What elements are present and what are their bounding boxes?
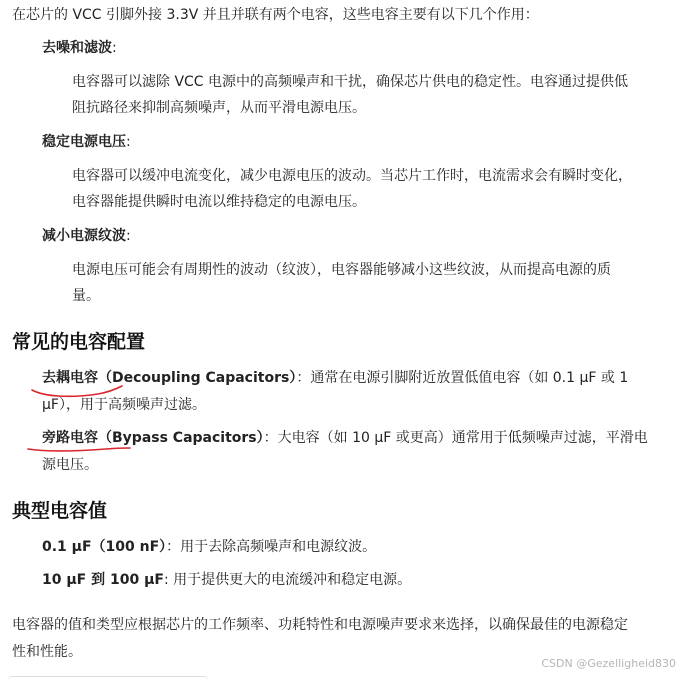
value-item-term: 0.1 µF（100 nF） xyxy=(42,539,167,555)
role-desc-line: 量。 xyxy=(72,288,100,304)
red-underline-annotation-bypass xyxy=(28,448,130,451)
role-title-text: 去噪和滤波 xyxy=(42,40,112,56)
value-item-0-1uf xyxy=(42,537,376,557)
role-desc-line: 阻抗路径来抑制高频噪声，从而平滑电源电压。 xyxy=(72,100,366,116)
role-desc-line: 电容器可以缓冲电流变化，减少电源电压的波动。当芯片工作时，电流需求会有瞬时变化， xyxy=(72,168,632,184)
section-heading-values: 典型电容值 xyxy=(12,500,108,522)
role-title-colon: : xyxy=(126,228,131,244)
role-title-text: 减小电源纹波 xyxy=(42,228,126,244)
section-heading-config: 常见的电容配置 xyxy=(12,331,146,353)
config-item-term: 去耦电容（Decoupling Capacitors） xyxy=(42,370,297,386)
value-item-term: 10 µF 到 100 µF xyxy=(42,572,164,588)
value-item-desc: ：用于去除高频噪声和电源纹波。 xyxy=(166,539,377,555)
value-item-desc: : 用于提供更大的电流缓冲和稳定电源。 xyxy=(163,572,412,588)
role-desc-line: 电容器可以滤除 VCC 电源中的高频噪声和干扰，确保芯片供电的稳定性。电容通过提供低 xyxy=(72,74,629,90)
role-desc-line: 电容器能提供瞬时电流以维持稳定的电源电压。 xyxy=(72,194,366,210)
role-title-colon: : xyxy=(112,40,117,56)
role-title-filtering xyxy=(42,38,117,58)
next-block-edge xyxy=(8,676,208,680)
config-item-desc-cont: 源电压。 xyxy=(42,457,98,473)
role-title-colon: : xyxy=(126,134,131,150)
config-item-decoupling xyxy=(42,368,628,388)
config-item-desc: ：通常在电源引脚附近放置低值电容（如 0.1 µF 或 1 xyxy=(296,370,629,386)
role-desc-line: 电源电压可能会有周期性的波动（纹波），电容器能够减小这些纹波，从而提高电源的质 xyxy=(72,262,611,278)
config-item-desc-cont: µF），用于高频噪声过滤。 xyxy=(42,397,206,413)
value-item-10-100uf xyxy=(42,570,411,590)
role-title-voltage-stability xyxy=(42,132,131,152)
csdn-watermark: CSDN @Gezelligheid830 xyxy=(541,657,676,670)
conclusion-line: 性和性能。 xyxy=(12,644,82,660)
config-item-bypass xyxy=(42,428,648,448)
role-title-ripple xyxy=(42,226,131,246)
role-title-text: 稳定电源电压 xyxy=(42,134,126,150)
intro-paragraph: 在芯片的 VCC 引脚外接 3.3V 并且并联有两个电容，这些电容主要有以下几个作用： xyxy=(12,7,539,23)
config-item-term: 旁路电容（Bypass Capacitors） xyxy=(42,430,264,446)
conclusion-line: 电容器的值和类型应根据芯片的工作频率、功耗特性和电源噪声要求来选择，以确保最佳的电源稳定 xyxy=(12,617,628,633)
config-item-desc: ：大电容（如 10 µF 或更高）通常用于低频噪声过滤，平滑电 xyxy=(263,430,648,446)
